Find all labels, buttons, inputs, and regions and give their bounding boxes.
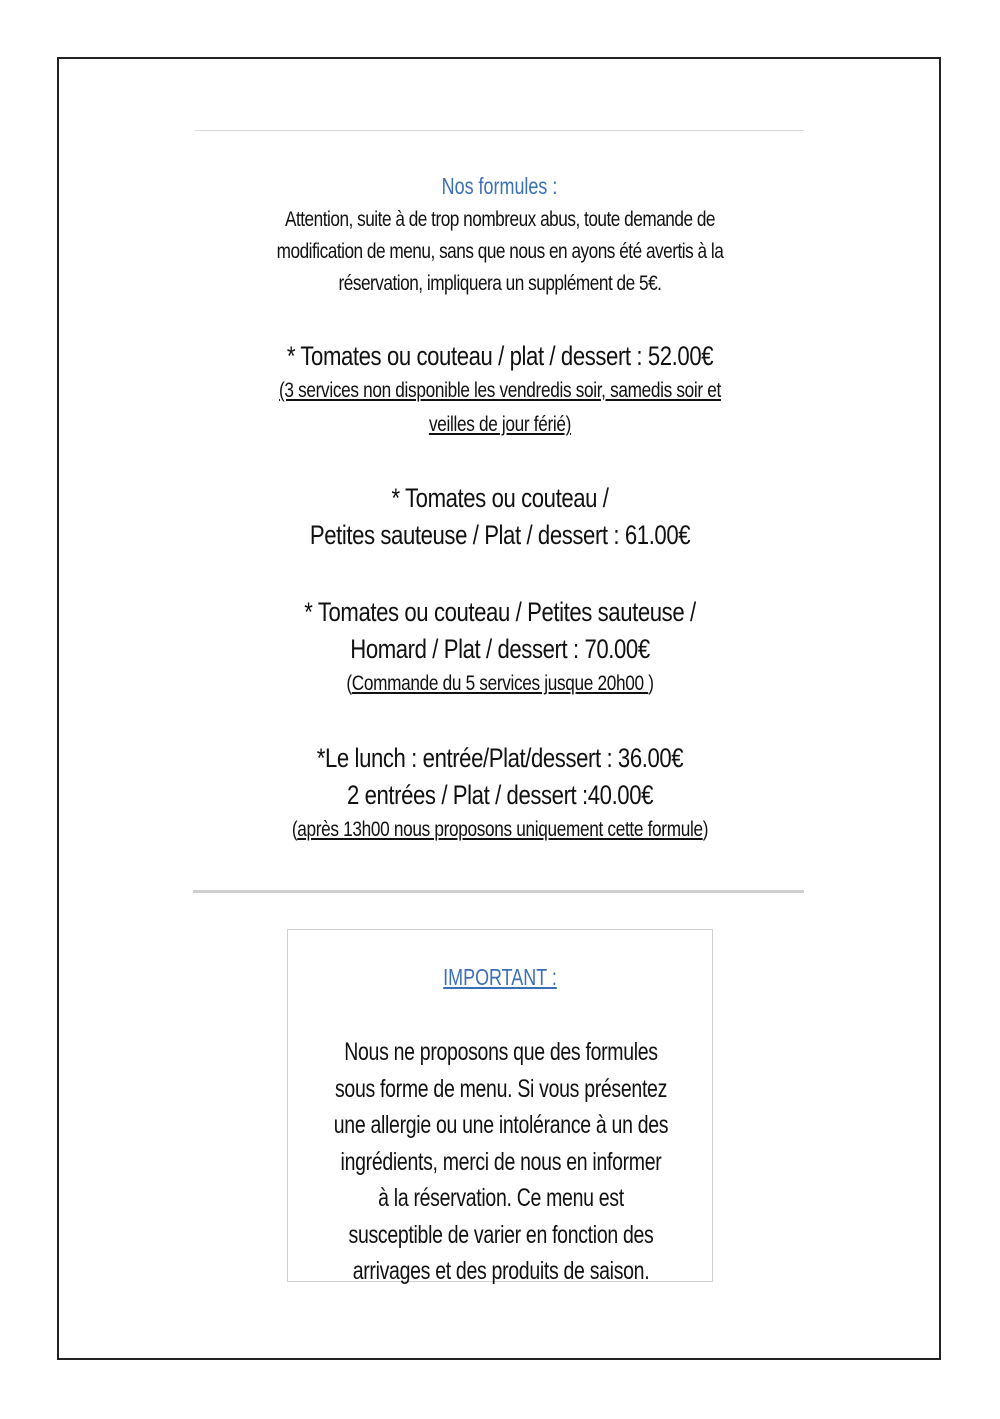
menu-2-line: * Tomates ou couteau / xyxy=(391,483,609,513)
top-divider xyxy=(195,130,804,131)
important-line: à la réservation. Ce menu est xyxy=(378,1184,624,1212)
menu-3-note-open: ( xyxy=(346,672,352,695)
formulas-title: Nos formules : xyxy=(441,173,558,199)
notice-line: modification de menu, sans que nous en ayons été avertis à la xyxy=(276,240,724,263)
menu-3-note-text: Commande du 5 services jusque 20h00 xyxy=(351,672,649,695)
formulas-section xyxy=(195,168,804,846)
notice-line: réservation, impliquera un supplément de 5€. xyxy=(338,272,662,295)
menu-1-note-line: veilles de jour férié) xyxy=(428,413,572,436)
notice-paragraph xyxy=(201,204,800,300)
menu-3-note xyxy=(188,668,811,700)
menu-3-note-close: ) xyxy=(648,672,654,695)
menu-1-line: * Tomates ou couteau / plat / dessert : 52.00€ xyxy=(286,341,714,371)
menu-3-line: Homard / Plat / dessert : 70.00€ xyxy=(350,634,650,664)
notice-line: Attention, suite à de trop nombreux abus, toute demande de xyxy=(284,208,716,231)
important-line: susceptible de varier en fonction des xyxy=(348,1220,654,1249)
important-line: Nous ne proposons que des formules xyxy=(344,1038,658,1066)
menu-1-note-line: (3 services non disponible les vendredis soir, samedis soir et xyxy=(279,379,721,402)
menu-3-line: * Tomates ou couteau / Petites sauteuse / xyxy=(304,597,696,627)
menu-2-line: Petites sauteuse / Plat / dessert : 61.00€ xyxy=(309,520,691,550)
important-text xyxy=(304,1034,699,1290)
important-line: arrivages et des produits de saison. xyxy=(352,1257,650,1285)
lunch-line: 2 entrées / Plat / dessert :40.00€ xyxy=(346,780,654,810)
important-line: une allergie ou une intolérance à un des xyxy=(333,1111,669,1139)
lunch-note-text: après 13h00 nous proposons uniquement cette formule xyxy=(297,818,703,841)
lunch-note-open: ( xyxy=(291,818,298,841)
important-title: IMPORTANT : xyxy=(443,964,557,990)
important-line: ingrédients, merci de nous en informer xyxy=(340,1147,662,1176)
bottom-divider xyxy=(193,890,804,893)
lunch-note-close: ) xyxy=(702,818,709,841)
lunch-line: *Le lunch : entrée/Plat/dessert : 36.00€ xyxy=(316,743,684,773)
important-box xyxy=(287,929,713,1285)
lunch-note xyxy=(188,814,811,846)
important-line: sous forme de menu. Si vous présentez xyxy=(334,1074,668,1103)
